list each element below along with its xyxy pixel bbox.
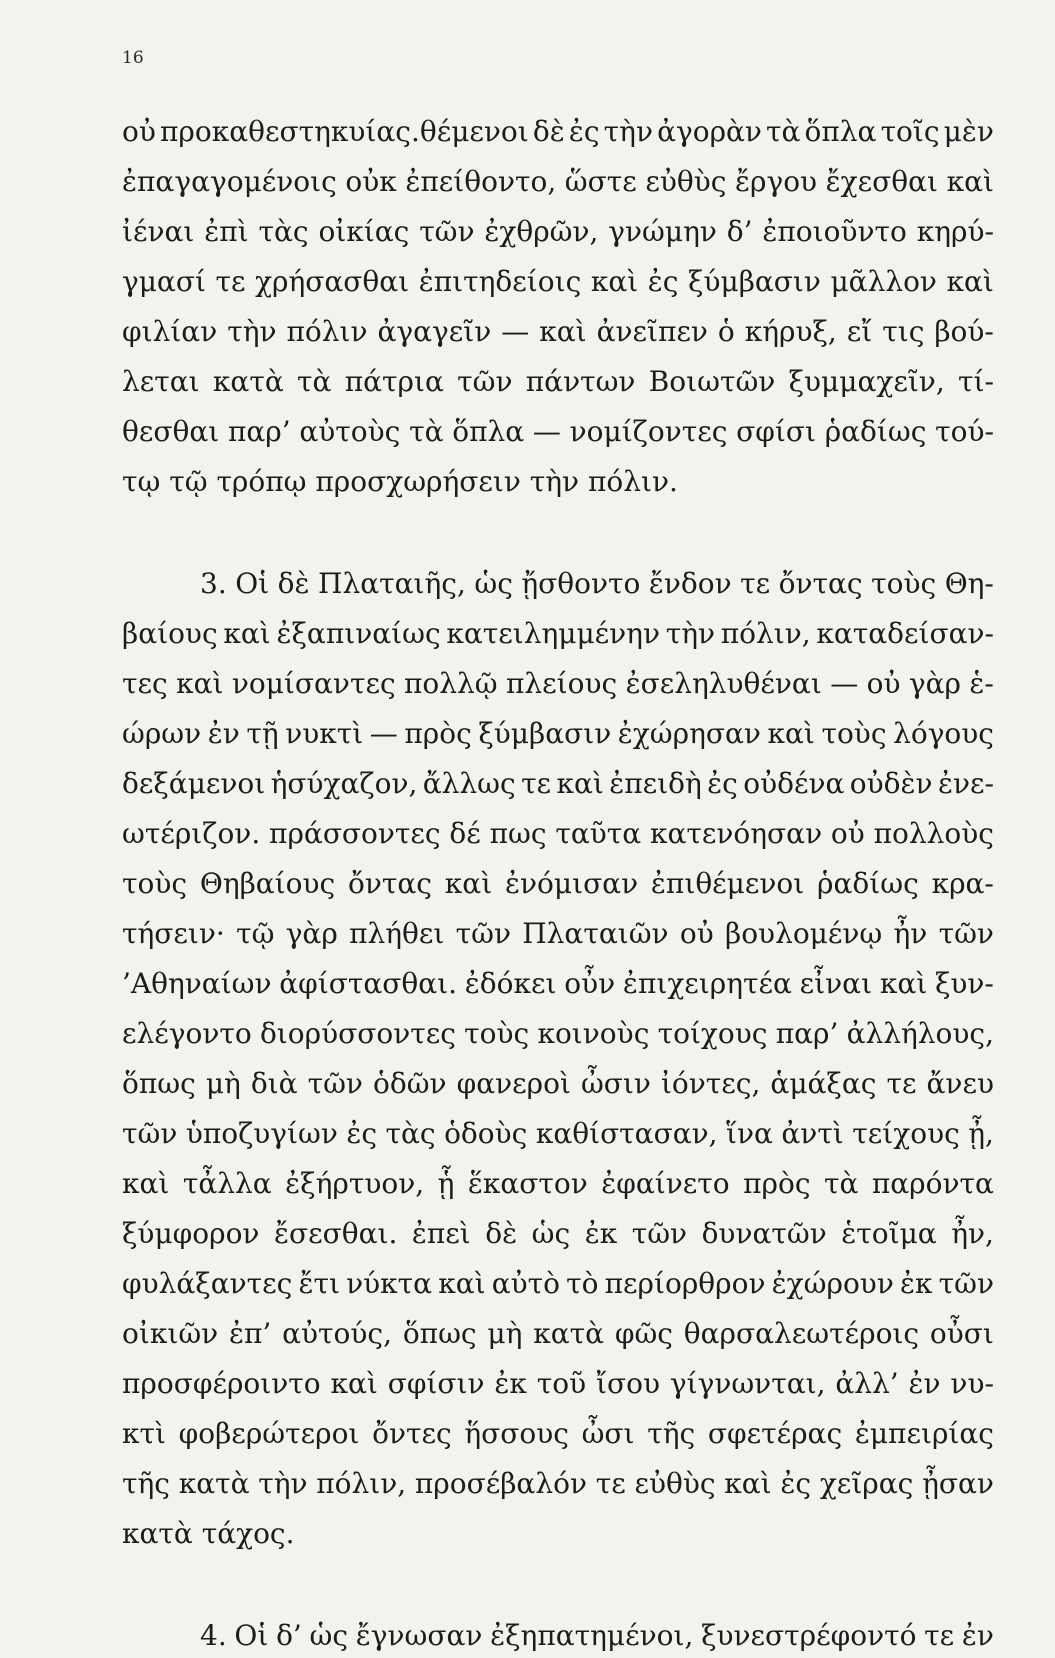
text-line: ’Αθηναίων ἀφίστασθαι. ἐδόκει οὖν ἐπιχειρητέα εἶναι καὶ ξυν- [122,967,994,1000]
text-line: κτὶ φοβερώτεροι ὄντες ἥσσους ὦσι τῆς σφετέρας ἐμπειρίας [122,1417,994,1450]
text-line: 3. Οἱ δὲ Πλαταιῆς, ὡς ᾔσθοντο ἔνδον τε ὄντας τοὺς Θη- [200,567,994,600]
text-line: οὐ προκαθεστηκυίας.θέμενοι δὲ ἐς τὴν ἀγορὰν τὰ ὅπλα τοῖς μὲν [122,115,994,148]
text-line: γμασί τε χρήσασθαι ἐπιτηδείοις καὶ ἐς ξύμβασιν μᾶλλον καὶ [122,265,994,298]
text-line: οἰκιῶν ἐπ’ αὐτούς, ὅπως μὴ κατὰ φῶς θαρσαλεωτέροις οὖσι [122,1317,994,1350]
text-line: ἐπαγαγομένοις οὐκ ἐπείθοντο, ὥστε εὐθὺς ἔργου ἔχεσθαι καὶ [122,165,994,198]
text-line: ξύμφορον ἔσεσθαι. ἐπεὶ δὲ ὡς ἐκ τῶν δυνατῶν ἑτοῖμα ἦν, [122,1217,994,1250]
text-line: ἰέναι ἐπὶ τὰς οἰκίας τῶν ἐχθρῶν, γνώμην δ’ ἐποιοῦντο κηρύ- [122,215,994,248]
text-line: δεξάμενοι ἡσύχαζον, ἄλλως τε καὶ ἐπειδὴ ἐς οὐδένα οὐδὲν ἐνε- [122,767,994,800]
text-line: λεται κατὰ τὰ πάτρια τῶν πάντων Βοιωτῶν ξυμμαχεῖν, τί- [122,365,994,398]
text-line: τες καὶ νομίσαντες πολλῷ πλείους ἐσεληλυθέναι — οὐ γὰρ ἑ- [122,667,994,700]
text-line: κατὰ τάχος. [122,1517,295,1550]
text-line: τῳ τῷ τρόπῳ προσχωρήσειν τὴν πόλιν. [122,465,678,498]
text-line: τῆς κατὰ τὴν πόλιν, προσέβαλόν τε εὐθὺς καὶ ἐς χεῖρας ᾖσαν [122,1467,994,1500]
text-line: βαίους καὶ ἐξαπιναίως κατειλημμένην τὴν πόλιν, καταδείσαν- [122,617,994,650]
text-line: ελέγοντο διορύσσοντες τοὺς κοινοὺς τοίχους παρ’ ἀλλήλους, [122,1017,994,1050]
text-line: ὅπως μὴ διὰ τῶν ὁδῶν φανεροὶ ὦσιν ἰόντες, ἁμάξας τε ἄνευ [122,1067,994,1100]
text-line: τήσειν· τῷ γὰρ πλήθει τῶν Πλαταιῶν οὐ βουλομένῳ ἦν τῶν [122,917,994,950]
text-line: ώρων ἐν τῇ νυκτὶ — πρὸς ξύμβασιν ἐχώρησαν καὶ τοὺς λόγους [122,717,994,750]
text-line: καὶ τἆλλα ἐξήρτυον, ᾗ ἕκαστον ἐφαίνετο πρὸς τὰ παρόντα [122,1167,994,1200]
page-number: 16 [122,48,144,68]
text-line: θεσθαι παρ’ αὐτοὺς τὰ ὅπλα — νομίζοντες σφίσι ῥαδίως τού- [122,415,994,448]
text-line: φυλάξαντες ἔτι νύκτα καὶ αὐτὸ τὸ περίορθρον ἐχώρουν ἐκ τῶν [122,1267,994,1300]
text-line: τῶν ὑποζυγίων ἐς τὰς ὁδοὺς καθίστασαν, ἵνα ἀντὶ τείχους ᾖ, [122,1117,994,1150]
text-line: 4. Οἱ δ’ ὡς ἔγνωσαν ἐξηπατημένοι, ξυνεστρέφοντό τε ἐν [200,1619,994,1652]
text-line: προσφέροιντο καὶ σφίσιν ἐκ τοῦ ἴσου γίγνωνται, ἀλλ’ ἐν νυ- [122,1367,994,1400]
text-line: ωτέριζον. πράσσοντες δέ πως ταῦτα κατενόησαν οὐ πολλοὺς [122,817,994,850]
text-line: τοὺς Θηβαίους ὄντας καὶ ἐνόμισαν ἐπιθέμενοι ῥαδίως κρα- [122,867,994,900]
text-line: φιλίαν τὴν πόλιν ἀγαγεῖν — καὶ ἀνεῖπεν ὁ κήρυξ, εἴ τις βού- [122,315,994,348]
